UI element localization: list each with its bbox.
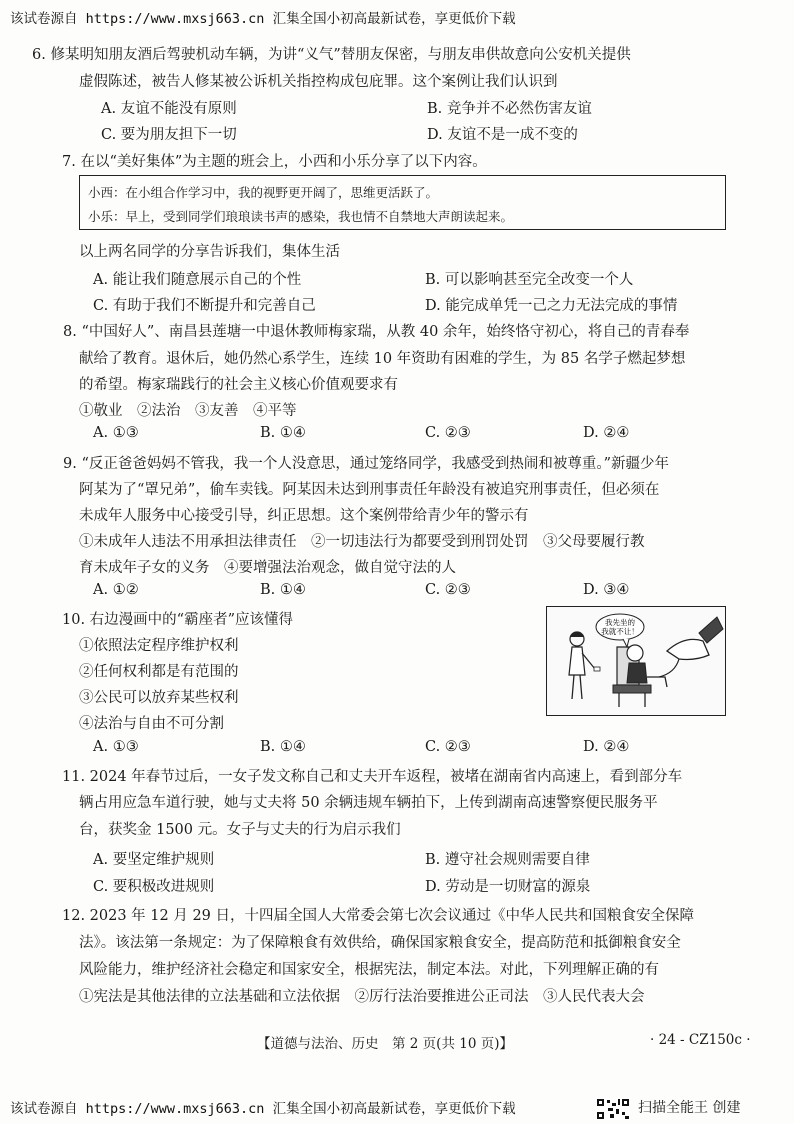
qr-code-icon xyxy=(596,1098,630,1120)
seat-hogger-cartoon xyxy=(546,606,726,716)
question-7-option-b: B. 可以影响甚至完全改变一个人 xyxy=(425,272,634,288)
question-6-option-c: C. 要为朋友担下一切 xyxy=(101,127,237,143)
question-7-option-c: C. 有助于我们不断提升和完善自己 xyxy=(93,298,316,314)
question-6-stem-line-2: 虚假陈述，被告人修某被公诉机关指控构成包庇罪。这个案例让我们认识到 xyxy=(79,74,558,90)
question-8-stem-line-1: 8. “中国好人”、南昌县莲塘一中退休教师梅家瑞，从教 40 余年，始终恪守初心，将自己的青春奉 xyxy=(63,324,690,340)
question-9-items-line-2: 育未成年子女的义务 ④要增强法治观念，做自觉守法的人 xyxy=(79,560,456,576)
question-9-stem-line-3: 未成年人服务中心接受引导，纠正思想。这个案例带给青少年的警示有 xyxy=(79,508,529,524)
question-7-option-a: A. 能让我们随意展示自己的个性 xyxy=(93,272,302,288)
question-10-option-d: D. ②④ xyxy=(583,739,630,755)
question-11-stem-line-3: 台，获奖金 1500 元。女子与丈夫的行为启示我们 xyxy=(79,822,401,838)
question-11-stem-line-2: 辆占用应急车道行驶，她与丈夫将 50 余辆违规车辆拍下，上传到湖南高速警察便民服务平 xyxy=(79,795,658,811)
question-10-item-1: ①依照法定程序维护权利 xyxy=(79,638,239,654)
bottom-watermark: 该试卷源自 https://www.mxsj663.cn 汇集全国小初高最新试卷，享更低价下载 xyxy=(10,1101,516,1117)
question-7-material-line-1: 小西：在小组合作学习中，我的视野更开阔了，思维更活跃了。 xyxy=(88,185,439,200)
question-8-option-b: B. ①④ xyxy=(260,425,306,441)
question-11-option-a: A. 要坚定维护规则 xyxy=(93,852,215,868)
cartoon-bubble-line-2: 我就不让！ xyxy=(601,627,639,636)
question-10-item-2: ②任何权利都是有范围的 xyxy=(79,664,239,680)
question-12-stem-line-3: 风险能力，维护经济社会稳定和国家安全，根据宪法，制定本法。对此，下列理解正确的有 xyxy=(79,962,659,978)
question-7-material-line-2: 小乐：早上，受到同学们琅琅读书声的感染，我也情不自禁地大声朗读起来。 xyxy=(88,209,514,224)
question-9-option-d: D. ③④ xyxy=(583,582,630,598)
question-8-stem-line-3: 的希望。梅家瑞践行的社会主义核心价值观要求有 xyxy=(79,377,398,393)
question-8-option-d: D. ②④ xyxy=(583,425,630,441)
question-7-option-d: D. 能完成单凭一己之力无法完成的事情 xyxy=(425,298,678,314)
question-8-items: ①敬业 ②法治 ③友善 ④平等 xyxy=(79,403,297,419)
question-6-stem-line-1: 6. 修某明知朋友酒后驾驶机动车辆，为讲“义气”替朋友保密，与朋友串供故意向公安机关提供 xyxy=(32,47,631,63)
question-8-stem-line-2: 献给了教育。退休后，她仍然心系学生，连续 10 年资助有困难的学生，为 85 名学子燃起梦想 xyxy=(79,351,686,367)
question-8-option-a: A. ①③ xyxy=(93,425,139,441)
question-10-stem: 10. 右边漫画中的“霸座者”应该懂得 xyxy=(62,612,293,628)
page-footer-center: 【道德与法治、历史 第 2 页(共 10 页)】 xyxy=(257,1036,513,1052)
question-11-option-b: B. 遵守社会规则需要自律 xyxy=(425,852,590,868)
question-9-stem-line-2: 阿某为了“罩兄弟”，偷车卖钱。阿某因未达到刑事责任年龄没有被追究刑事责任，但必须在 xyxy=(79,482,660,498)
question-7-lead: 以上两名同学的分享告诉我们，集体生活 xyxy=(79,244,340,260)
top-watermark: 该试卷源自 https://www.mxsj663.cn 汇集全国小初高最新试卷，享更低价下载 xyxy=(10,11,516,27)
question-10-item-4: ④法治与自由不可分割 xyxy=(79,716,224,732)
page-footer-code: · 24 - CZ150c · xyxy=(650,1032,751,1048)
question-9-option-c: C. ②③ xyxy=(425,582,471,598)
question-10-option-b: B. ①④ xyxy=(260,739,306,755)
question-7-material-box xyxy=(79,175,726,230)
question-11-option-c: C. 要积极改进规则 xyxy=(93,879,215,895)
question-11-option-d: D. 劳动是一切财富的源泉 xyxy=(425,879,591,895)
question-12-stem-line-2: 法》。该法第一条规定：为了保障粮食有效供给，确保国家粮食安全，提高防范和抵御粮食安全 xyxy=(79,935,681,951)
question-9-items-line-1: ①未成年人违法不用承担法律责任 ②一切违法行为都要受到刑罚处罚 ③父母要履行教 xyxy=(79,534,645,550)
scanner-app-label: 扫描全能王 创建 xyxy=(638,1100,741,1116)
question-9-option-b: B. ①④ xyxy=(260,582,306,598)
question-12-items: ①宪法是其他法律的立法基础和立法依据 ②厉行法治要推进公正司法 ③人民代表大会 xyxy=(79,989,645,1005)
question-6-option-b: B. 竞争并不必然伤害友谊 xyxy=(427,101,592,117)
question-6-option-a: A. 友谊不能没有原则 xyxy=(101,101,237,117)
cartoon-bubble-line-1: 我先坐的 xyxy=(605,618,635,627)
question-10-option-c: C. ②③ xyxy=(425,739,471,755)
question-8-option-c: C. ②③ xyxy=(425,425,471,441)
question-9-stem-line-1: 9. “反正爸爸妈妈不管我，我一个人没意思，通过笼络同学，我感受到热闹和被尊重。”新疆少年 xyxy=(63,456,670,472)
question-7-stem: 7. 在以“美好集体”为主题的班会上，小西和小乐分享了以下内容。 xyxy=(62,154,487,170)
cartoon-drawing xyxy=(547,607,724,714)
question-10-option-a: A. ①③ xyxy=(93,739,139,755)
question-9-option-a: A. ①② xyxy=(93,582,139,598)
question-11-stem-line-1: 11. 2024 年春节过后，一女子发文称自己和丈夫开车返程，被堵在湖南省内高速上，看到部分车 xyxy=(62,769,683,785)
question-6-option-d: D. 友谊不是一成不变的 xyxy=(427,127,578,143)
question-10-item-3: ③公民可以放弃某些权利 xyxy=(79,690,239,706)
question-12-stem-line-1: 12. 2023 年 12 月 29 日，十四届全国人大常委会第七次会议通过《中华人民共和国粮食安全保障 xyxy=(62,908,695,924)
